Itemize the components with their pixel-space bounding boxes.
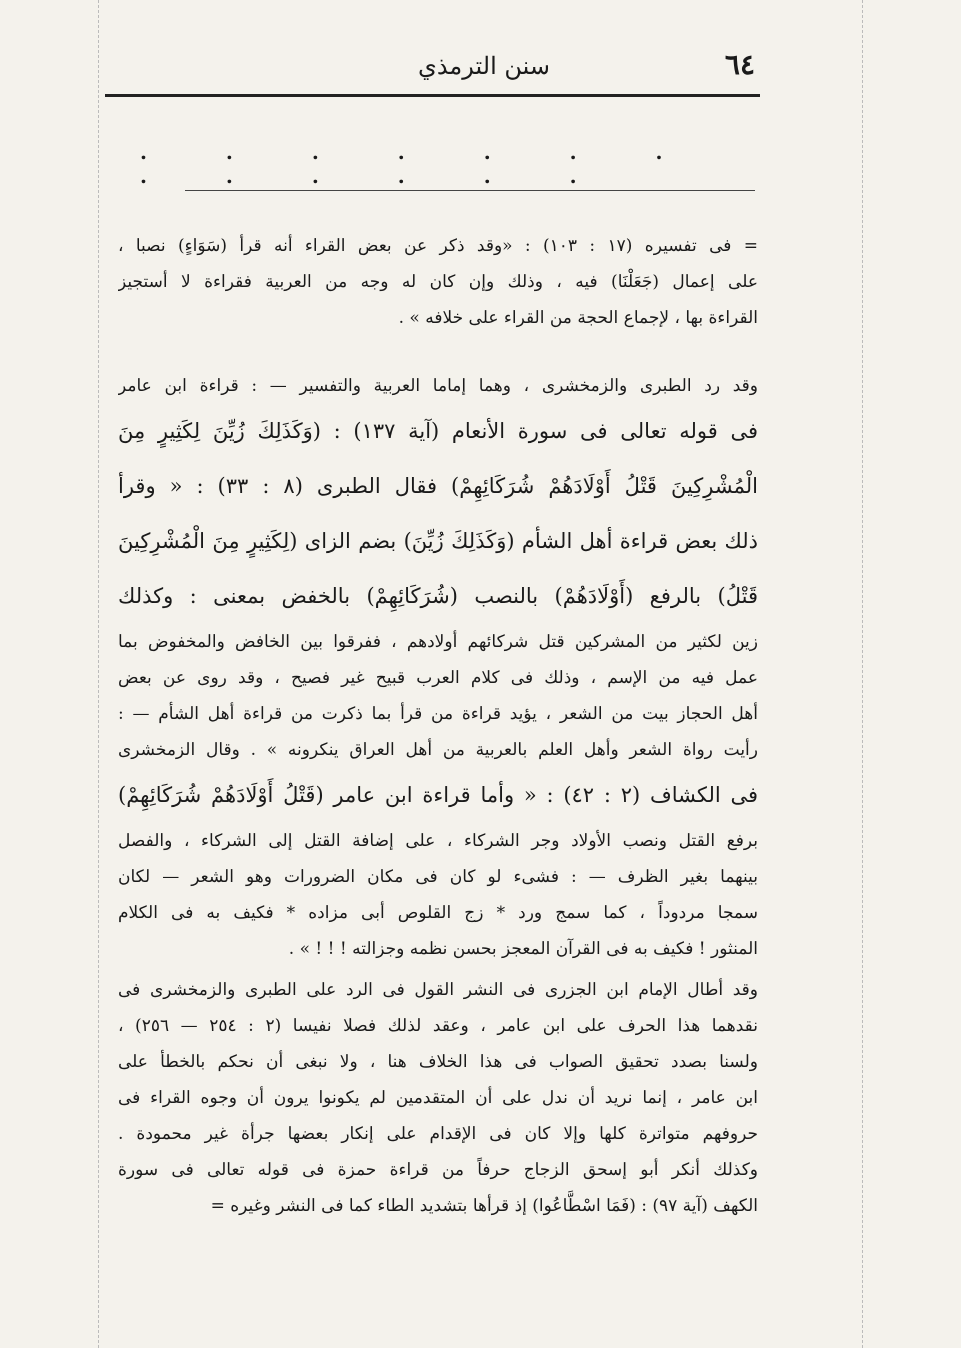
text-line: القراءة بها ، لإجماع الحجة من القراء على خلافه » . bbox=[398, 308, 758, 328]
scan-guide-line bbox=[862, 0, 863, 1348]
text-line: برفع القتل ونصب الأولاد وجر الشركاء ، على إضافة القتل إلى الشركاء ، والفصل bbox=[118, 831, 758, 851]
text-line: فى الكشاف (٢ : ٤٢) : « وأما قراءة ابن عامر (قَتْلُ أَوْلَادَهُمْ شُرَكَائِهِمْ) bbox=[118, 783, 758, 807]
text-line: ابن عامر ، إنما نريد أن ندل على أن المتقدمين لم يكونوا يرون أن وجوه القراء فى bbox=[118, 1088, 758, 1108]
text-line: زين لكثير من المشركين قتل شركائهم أولادهم ، ففرقوا بين الخافض والمخفوض بما bbox=[118, 632, 758, 652]
paragraph-2 bbox=[118, 368, 758, 967]
paragraph-3 bbox=[118, 972, 758, 1224]
text-line: أهل الحجاز بيت من الشعر ، يؤيد قراءة من قرأ بما ذكرت من قراءة أهل الشأم — : bbox=[118, 704, 758, 724]
separator-dots-text: . . . . . . . . . . . . . bbox=[140, 140, 699, 188]
text-line: المنثور ! فكيف به فى القرآن المعجز بحسن نظمه وجزالته ! ! ! » . bbox=[288, 939, 758, 959]
text-line: الْمُشْرِكِينَ قَتْلُ أَوْلَادَهُمْ شُرَكَائِهِمْ) فقال الطبرى (٨ : ٣٣) : « وقرأ bbox=[118, 474, 758, 498]
text-line: على إعمال (جَعَلْنَا) فيه ، وذلك وإن كان له وجه من العربية فقراءة لا أستجيز bbox=[118, 272, 758, 292]
page-number: ٦٤ bbox=[724, 48, 755, 81]
text-line: قَتْلُ) بالرفع (أَوْلَادَهُمْ) بالنصب (شُرَكَائِهِمْ) بالخفض بمعنى : وكذلك bbox=[118, 584, 758, 608]
text-line: سمجا مردوداً ، كما سمج ورد * زج القلوص أبى مزاده * فكيف به فى الكلام bbox=[118, 903, 758, 923]
separator-dots bbox=[140, 140, 750, 188]
scan-guide-line bbox=[98, 0, 99, 1348]
text-line: ذلك بعض قراءة أهل الشأم (وَكَذَلِكَ زُيِّنَ) بضم الزاى (لِكَثِيرٍ مِنَ الْمُشْرِكِينَ bbox=[118, 529, 758, 553]
text-line: الكهف (آية ٩٧) : (فَمَا اسْطَّاعُوا) إذ قرأها بتشديد الطاء كما فى النشر وغيره = bbox=[210, 1196, 758, 1216]
text-line: ولسنا بصدد تحقيق الصواب فى هذا الخلاف هنا ، ولا نبغى أن نحكم بالخطأ على bbox=[118, 1052, 758, 1072]
footnote-rule bbox=[185, 190, 755, 191]
text-line: رأيت رواة الشعر وأهل العلم بالعربية من أهل العراق ينكرونه » . وقال الزمخشرى bbox=[118, 740, 758, 760]
page-header bbox=[105, 48, 755, 98]
text-line: وقد أطال الإمام ابن الجزرى فى النشر القول فى الرد على الطبرى والزمخشرى فى bbox=[118, 980, 758, 1000]
text-line: وقد رد الطبرى والزمخشرى ، وهما إماما العربية والتفسير — : قراءة ابن عامر bbox=[118, 376, 758, 396]
paragraph-1 bbox=[118, 228, 758, 336]
text-line: وكذلك أنكر أبو إسحق الزجاج حرفاً من قراءة حمزة فى قوله تعالى فى سورة bbox=[118, 1160, 758, 1180]
running-title: سنن الترمذي bbox=[418, 52, 550, 80]
text-line: فى قوله تعالى فى سورة الأنعام (آية ١٣٧) : (وَكَذَلِكَ زُيِّنَ لِكَثِيرٍ مِنَ bbox=[118, 419, 758, 443]
header-rule bbox=[105, 94, 760, 97]
text-line: بينهما بغير الظرف — : فشىء لو كان فى مكان الضرورات وهو الشعر — لكان bbox=[118, 867, 758, 887]
text-line: عمل فيه من الإسم ، وذلك فى كلام العرب قبيح غير فصيح ، وقد روى عن بعض bbox=[118, 668, 758, 688]
text-line: حروفهم متواترة كلها وإلا كان فى الإقدام على إنكار بعضها جرأة غير محمودة . bbox=[118, 1124, 758, 1144]
text-line: نقدهما هذا الحرف على ابن عامر ، وعقد لذلك فصلا نفيسا (٢ : ٢٥٤ — ٢٥٦) ، bbox=[118, 1016, 758, 1036]
text-line: = فى تفسيره (١٧ : ١٠٣) : «وقد ذكر عن بعض القراء أنه قرأ (سَوَاءٍ) نصبا ، bbox=[118, 236, 758, 256]
